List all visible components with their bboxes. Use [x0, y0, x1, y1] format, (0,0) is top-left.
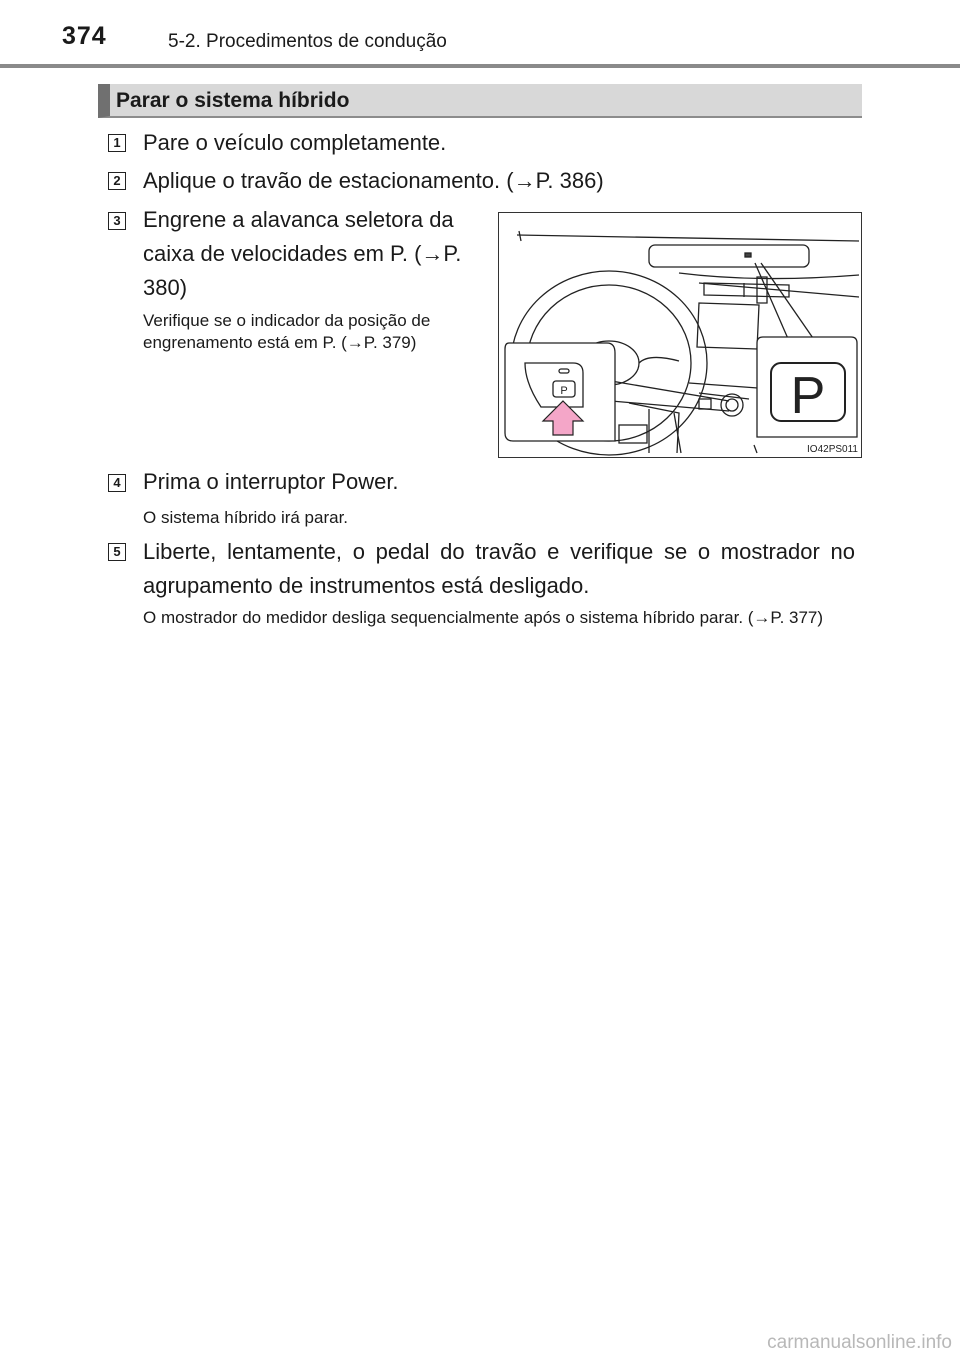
- step-number-2: 2: [108, 172, 126, 190]
- step-number-5: 5: [108, 543, 126, 561]
- step-text-1: Pare o veículo completamente.: [143, 130, 447, 155]
- step-number-4: 4: [108, 474, 126, 492]
- step-text-5: Liberte, lentamente, o pedal do travão e verifique se o mostrador no agrupamento de instrumentos está desligado.: [143, 539, 855, 598]
- step-text-2: Aplique o travão de estacionamento. (→P. 386): [143, 168, 604, 193]
- section-title: Parar o sistema híbrido: [116, 89, 350, 112]
- dashboard-illustration: [498, 212, 862, 458]
- step-note-5: O mostrador do medidor desliga sequencialmente após o sistema híbrido parar. (→P. 377): [143, 608, 824, 627]
- section-heading-bar: [98, 84, 862, 118]
- chapter-title: 5-2. Procedimentos de condução: [168, 31, 447, 52]
- inset-button-letter: P: [790, 367, 826, 425]
- step-number-1: 1: [108, 134, 126, 152]
- watermark: carmanualsonline.info: [767, 1332, 952, 1353]
- step-note-3: Verifique se o indicador da posição de engrenamento está em P. (→P. 379): [143, 311, 431, 352]
- figure-code: IO42PS011: [807, 444, 858, 455]
- dashboard-drawing: [499, 213, 861, 457]
- step-number-3: 3: [108, 212, 126, 230]
- step-note-4: O sistema híbrido irá parar.: [143, 508, 349, 527]
- step-text-4: Prima o interruptor Power.: [143, 469, 399, 494]
- page-number: 374: [62, 22, 107, 50]
- inset-indicator-letter: P: [560, 385, 568, 397]
- header-rule: [0, 64, 960, 68]
- step-text-3: Engrene a alavanca seletora da caixa de velocidades em P. (→P. 380): [143, 207, 462, 300]
